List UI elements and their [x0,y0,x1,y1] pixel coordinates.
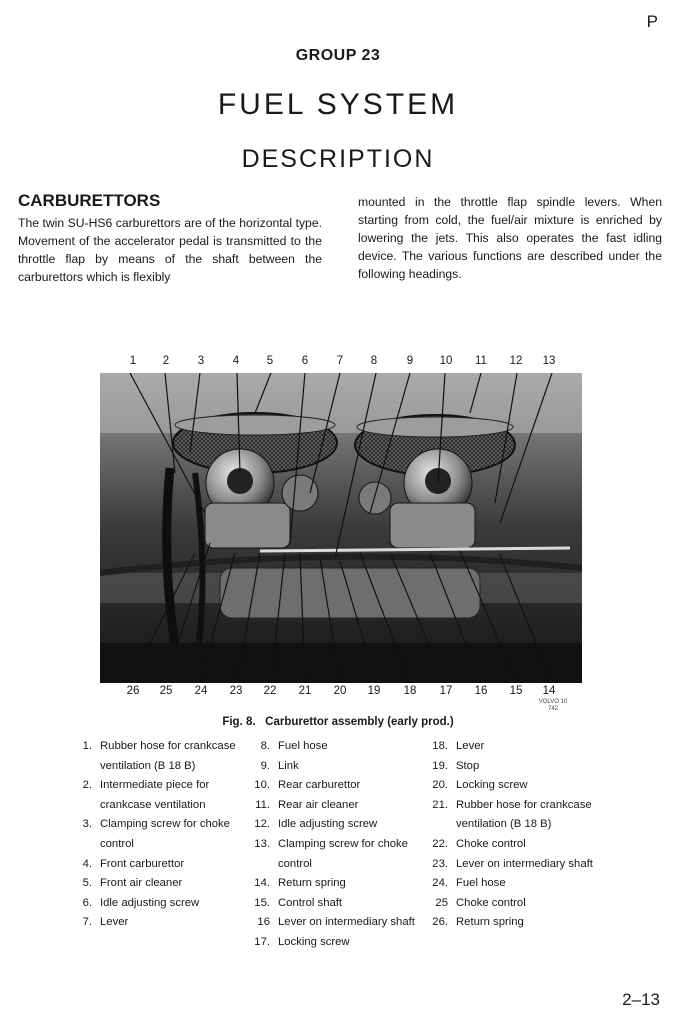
page-title: FUEL SYSTEM [217,88,459,121]
legend-item-text: Lever on intermediary shaft [278,916,415,929]
legend-item [428,913,608,933]
legend-item-text: Stop [456,759,480,772]
legend-column-3 [428,737,608,933]
legend-item [250,757,430,777]
legend-item [250,737,430,757]
legend-item-text: Intermediate piece for crankcase ventilation [100,779,210,811]
legend-item-number: 2. [82,779,92,792]
callout-number-12: 12 [509,355,523,367]
legend-item-number: 15. [254,896,270,909]
legend-item-text: Front air cleaner [100,877,183,890]
callout-number-8: 8 [370,355,378,367]
callout-number-7: 7 [336,355,344,367]
legend-item-number: 22. [432,837,448,850]
callout-number-24: 24 [194,685,208,697]
callout-number-3: 3 [197,355,205,367]
figure-caption [0,716,676,728]
group-label: GROUP 23 [295,47,381,64]
legend-item-number: 5. [82,877,92,890]
callout-number-18: 18 [403,685,417,697]
legend-item-text: Lever [456,740,485,752]
legend-item [250,913,430,933]
legend-item-text: Locking screw [456,779,528,792]
carburettor-photo [100,373,582,683]
figure-watermark: VOLVO 10 742 [538,699,568,712]
legend-column-1 [72,737,252,933]
intro-text-left: The twin SU-HS6 carburettors are of the horizontal type. Movement of the accelerator pedal is transmitted to the throttle flap by means of the shaft between the carburettors which is flexibly [18,216,322,284]
legend-item-text: Clamping screw for choke control [278,837,408,870]
legend-item-number: 25 [435,896,448,909]
legend-item [250,815,430,835]
callout-number-19: 19 [367,685,381,697]
legend-item-text: Rubber hose for crankcase ventilation (B 18 B) [456,798,592,831]
legend-item-number: 11. [255,798,270,811]
legend-item-number: 21. [432,798,448,811]
callout-number-25: 25 [159,685,173,697]
figure-number: Fig. 8. [222,716,256,728]
legend-item-number: 3. [82,818,92,831]
legend-item-text: Rear carburettor [278,779,361,792]
legend-item-number: 14. [254,877,270,890]
legend-item [250,835,430,874]
callout-number-1: 1 [129,355,137,367]
callout-number-16: 16 [474,685,488,697]
legend-item [72,776,252,815]
legend-item [250,796,430,816]
legend-item-text: Idle adjusting screw [100,896,200,909]
legend-item [72,874,252,894]
page-number: 2–13 [622,990,660,1009]
legend-item [428,874,608,894]
legend-item-text: Fuel hose [278,740,328,752]
legend-item [428,835,608,855]
legend-item [250,894,430,914]
legend-item [250,933,430,953]
legend-item-number: 20. [432,779,448,792]
legend-item-number: 4. [82,857,92,870]
legend-item-number: 17. [254,935,270,948]
legend-item-text: Control shaft [278,896,343,909]
section-heading: CARBURETTORS [18,191,161,210]
legend-item [250,776,430,796]
legend-item [428,776,608,796]
legend-item [428,757,608,777]
legend-item-text: Fuel hose [456,877,506,890]
legend-item-number: 10. [254,779,270,792]
legend-item-text: Lever [100,916,129,929]
callout-number-11: 11 [475,355,487,367]
legend-item-number: 24. [432,877,448,890]
legend-item [72,815,252,854]
figure-title: Carburettor assembly (early prod.) [265,716,454,728]
legend-item-number: 8. [260,740,270,752]
legend-item-number: 18. [432,740,448,752]
legend-item [72,855,252,875]
callout-number-15: 15 [509,685,523,697]
legend-item-number: 26. [432,916,448,929]
legend-item-number: 13. [254,837,270,850]
legend-item [428,737,608,757]
page-subtitle: DESCRIPTION [241,145,435,173]
legend-item-text: Rear air cleaner [278,798,359,811]
callout-number-26: 26 [126,685,140,697]
legend-item [72,894,252,914]
legend-item-text: Return spring [278,877,346,890]
legend-item-text: Return spring [456,916,524,929]
legend-item-number: 6. [82,896,92,909]
callout-number-22: 22 [263,685,277,697]
legend-item-number: 7. [82,916,92,929]
callout-number-17: 17 [439,685,453,697]
legend-item [72,737,252,776]
legend-item [428,796,608,835]
legend-item-text: Link [278,759,299,772]
legend-item-number: 23. [432,857,448,870]
callout-number-14: 14 [542,685,556,697]
section-letter: P [646,12,658,31]
legend-item-text: Rubber hose for crankcase ventilation (B 18 B) [100,740,236,772]
legend-item-text: Clamping screw for choke control [100,818,230,850]
legend-item [428,855,608,875]
legend-item-number: 12. [254,818,270,831]
legend-item-number: 19. [432,759,448,772]
legend-item-text: Lever on intermediary shaft [456,857,593,870]
legend-item-text: Idle adjusting screw [278,818,378,831]
callout-number-20: 20 [333,685,347,697]
callout-number-9: 9 [406,355,414,367]
legend-item-text: Choke control [456,837,526,850]
intro-text-right: mounted in the throttle flap spindle levers. When starting from cold, the fuel/air mixture is enriched by lowering the jets. This also operates the fast idling device. The various functions are described under the following headings. [358,195,662,281]
callout-number-23: 23 [229,685,243,697]
callout-number-4: 4 [232,355,240,367]
legend-item-number: 9. [260,759,270,772]
legend-item-text: Choke control [456,896,526,909]
legend-item-number: 16 [257,916,270,929]
legend-item [428,894,608,914]
callout-number-13: 13 [542,355,556,367]
legend-item-text: Front carburettor [100,857,185,870]
legend-item [250,874,430,894]
callout-number-2: 2 [162,355,170,367]
callout-number-6: 6 [301,355,309,367]
callout-number-10: 10 [439,355,453,367]
legend-column-2 [250,737,430,953]
legend-item-number: 1. [82,740,92,752]
callout-number-5: 5 [266,355,274,367]
callout-number-21: 21 [298,685,312,697]
legend-item-text: Locking screw [278,935,350,948]
legend-item [72,913,252,933]
